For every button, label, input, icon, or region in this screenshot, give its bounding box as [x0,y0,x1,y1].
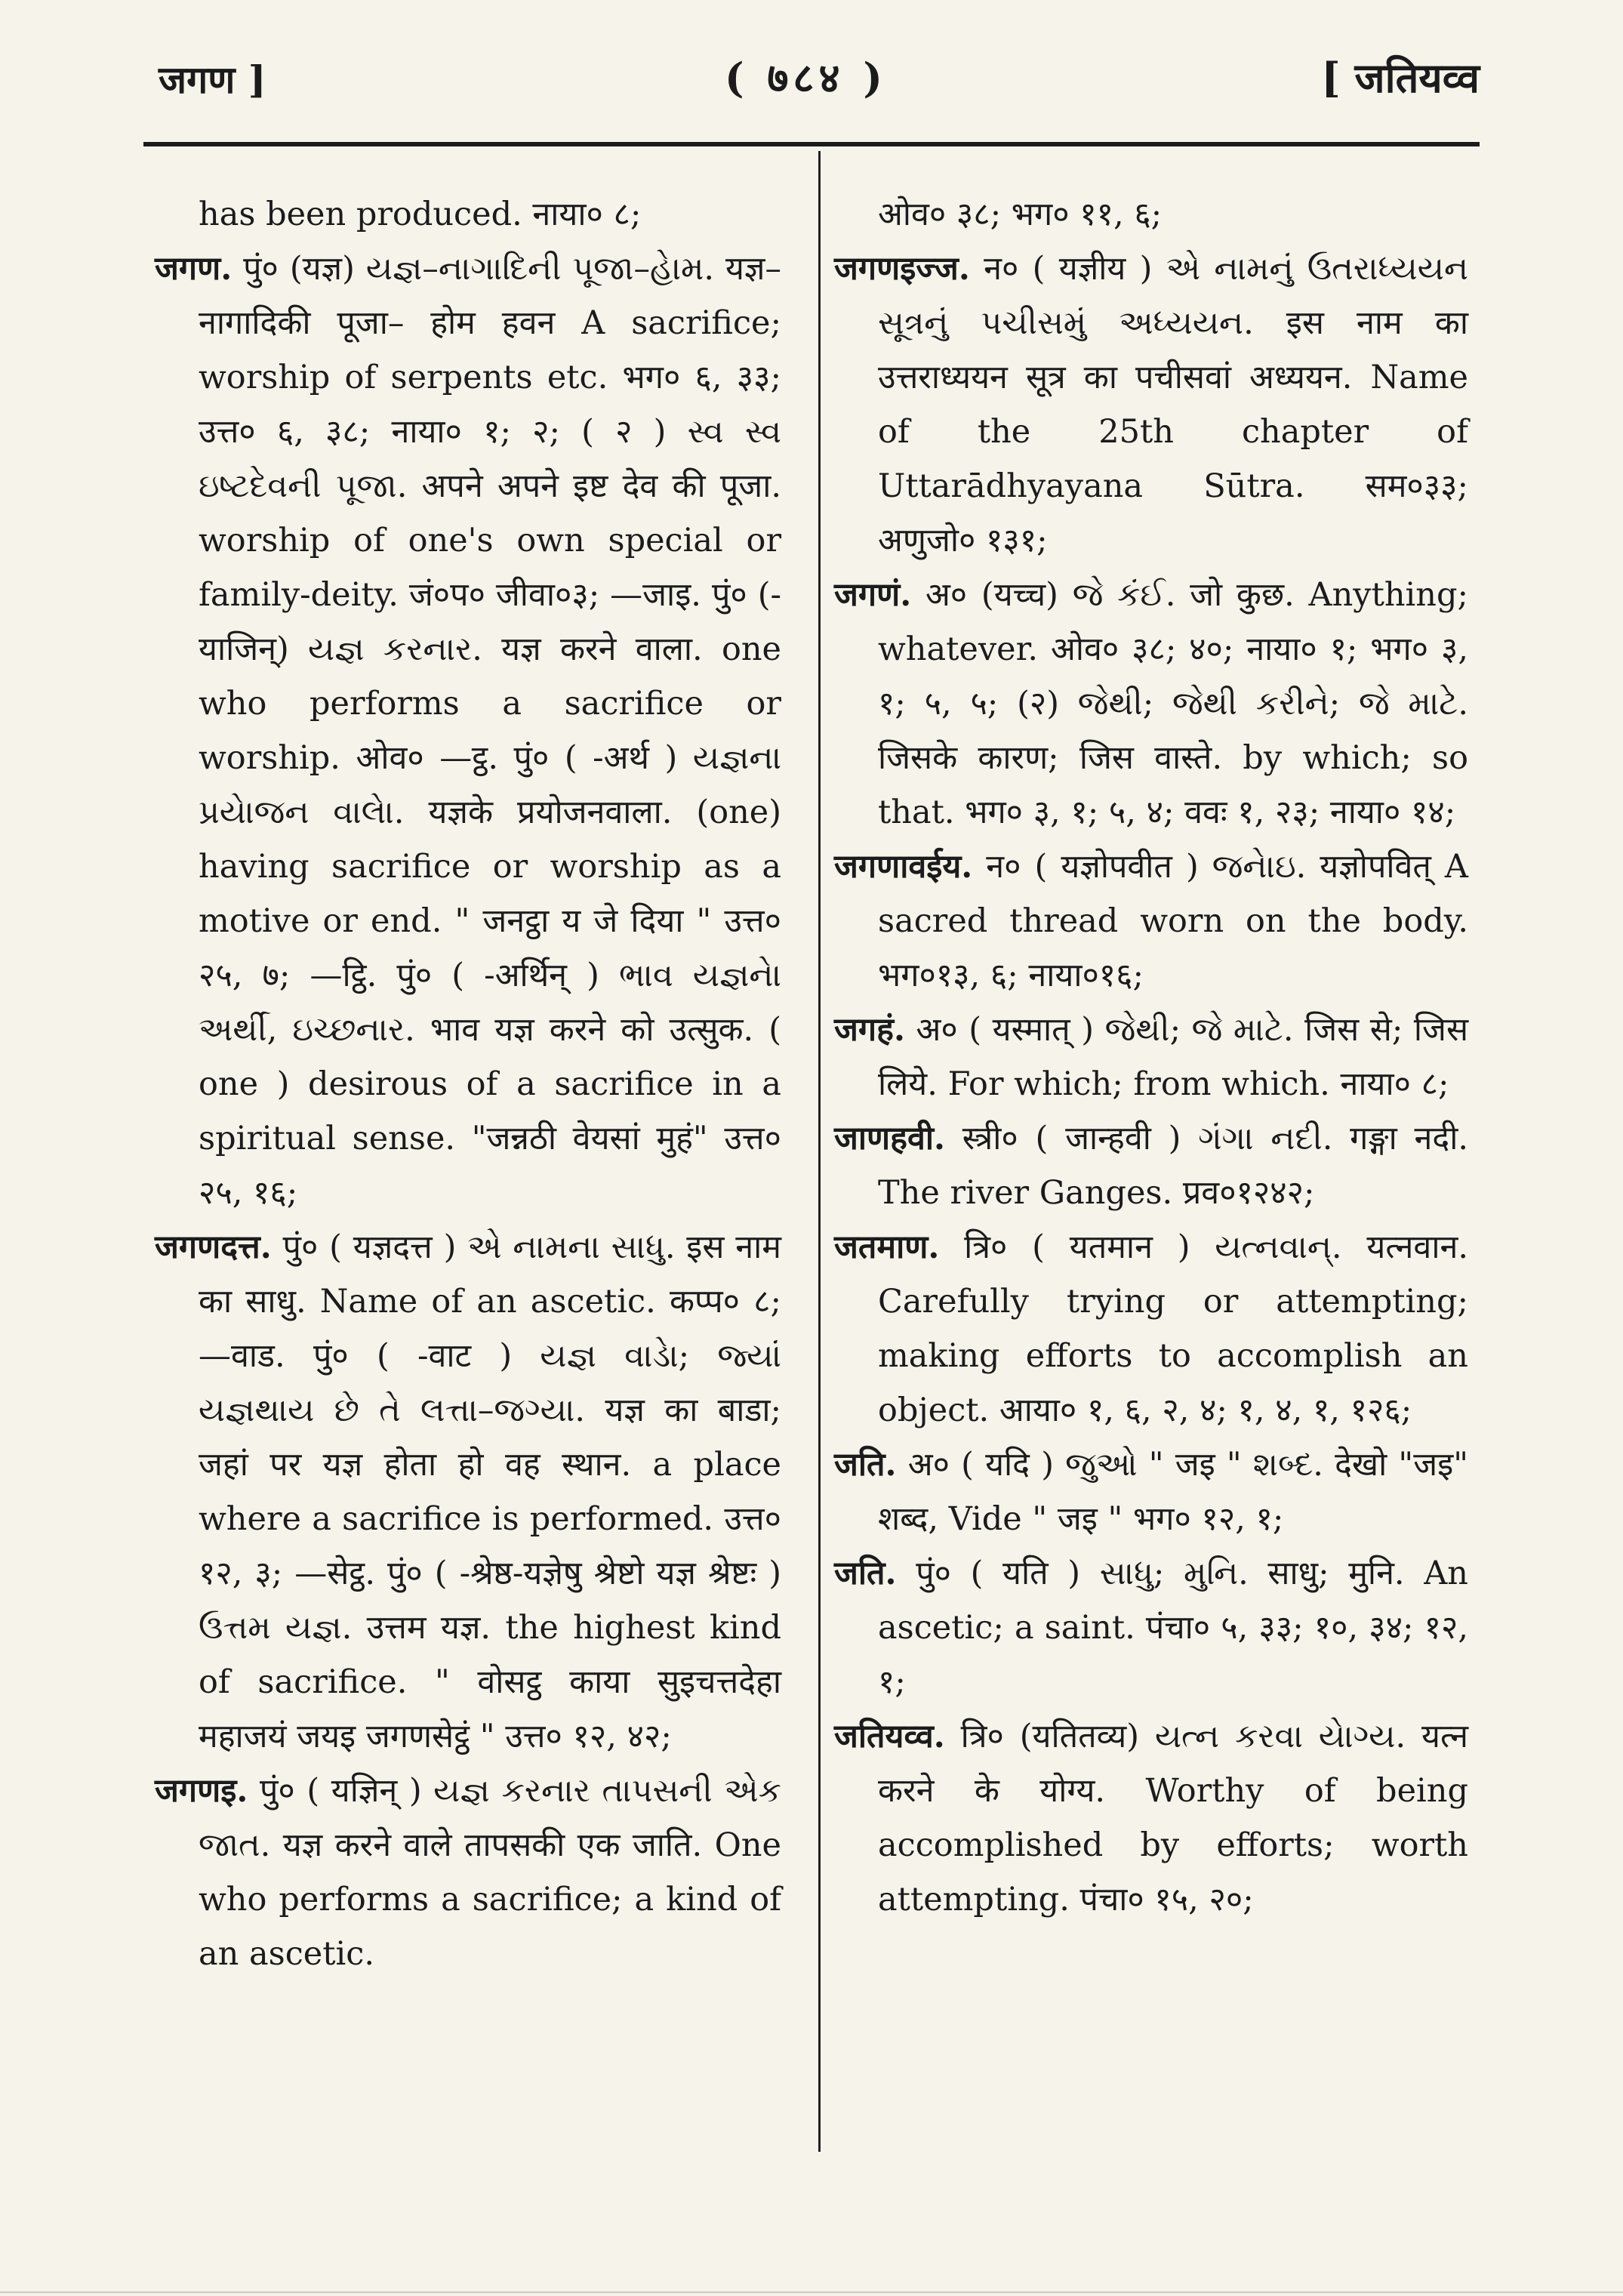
entry-headword: जगहं. [834,1011,905,1049]
entry-headword: जगणं. [834,576,912,614]
page-header [0,0,1623,151]
entry-text: अ० (यच्च) જે કંઈ. जो कुछ. Anything; whatever. ओव० ३८; ४०; नाया० १; भग० ३, १; ५, ५; (२) જેથી; જેથી કરીને; જે માટે. जिसके कारण; जिस वास्ते. by which; so that. भग० ३, १; ५, ४; ववः १, २३; नाया० १४; [878,576,1468,831]
entry-headword: जाणहवी. [834,1120,945,1157]
entry-headword: जति. [834,1446,897,1484]
entry-text: स्त्री० ( जान्हवी ) ગંગા નદી. गङ्गा नदी. The river Ganges. प्रव०१२४२; [878,1120,1469,1212]
entry-text: पुं० ( यति ) સાધુ; મુનિ. साधु; मुनि. An ascetic; a saint. पंचा० ५, ३३; १०, ३४; १२, १; [878,1555,1468,1701]
column-divider [818,151,821,2152]
dictionary-entry [155,1764,781,1981]
dictionary-entry [834,1111,1468,1220]
dictionary-entry [834,1709,1468,1927]
page-number: ( ७८४ ) [725,54,887,102]
entry-text: अ० ( यदि ) જુઓ " जइ " શબ્દ. देखो "जइ" शब्द, Vide " जइ " भग० १२, १; [878,1446,1469,1538]
entry-headword: जगणइज्ज. [834,250,970,288]
dictionary-entry [834,1220,1468,1438]
entry-text: अ० ( यस्मात् ) જેથી; જે માટે. जिस से; जिस लिये. For which; from which. नाया० ८; [878,1011,1469,1103]
entry-text: ओव० ३८; भग० ११, ६; [878,196,1163,233]
entry-continuation [834,187,1468,242]
entry-text: पुं० ( यज्ञदत्त ) એ નામના સાધુ. इस नाम का साधु. Name of an ascetic. कप्प० ८; —वाड. पुं० ( -वाट ) યજ્ઞ વાડેા; જ્યાં યજ્ઞથાય છે તે લત્તા–જગ્યા. यज्ञ का बाडा; जहां पर यज्ञ होता हो वह स्थान. a place where a sacrifice is performed. उत्त० १२, ३; —सेट्ठ. पुं० ( -श्रेष्ठ-यज्ञेषु श्रेष्टो यज्ञ श्रेष्टः ) ઉત્તમ યજ્ઞ. उत्तम यज्ञ. the highest kind of sacrifice. " वोसट्ठ काया सुइचत्तदेहा महाजयं जयइ जगणसेट्ठं " उत्त० १२, ४२; [199,1228,781,1755]
entry-text: त्रि० (यतितव्य) યત્ન કરવા યેાગ્ય. यत्न करने के योग्य. Worthy of being accomplished by efforts; worth attempting. पंचा० १५, २०; [878,1718,1469,1918]
entry-headword: जगणावईय. [834,848,973,886]
entry-text: न० ( यज्ञीय ) એ નામનું ઉતરાધ્યયન સૂત્રનું પચીસમું અધ્યયન. इस नाम का उत्तराध्ययन सूत्र का पचीसवां अध्ययन. Name of the 25th chapter of Uttarādhyayana Sūtra. सम०३३; अणुजो० १३१; [878,250,1468,559]
header-right-guideword: [ जतियव्व [1321,54,1480,102]
entry-continuation [155,187,781,242]
dictionary-entry [155,1220,781,1764]
entry-headword: जतियव्व. [834,1718,945,1755]
page-bottom-edge [0,2291,1623,2293]
dictionary-entry [834,1438,1468,1546]
dictionary-entry [834,568,1468,840]
entry-headword: जतमाण. [834,1228,940,1266]
header-left-guideword: जगण ] [159,57,266,102]
entry-headword: जगणदत्त. [155,1228,272,1266]
header-rule [143,142,1480,146]
entry-text: has been produced. नाया० ८; [199,196,642,233]
entry-text: पुं० (यज्ञ) યજ્ઞ–નાગાદિની પૂજા–હેામ. यज्ञ–नागादिकी पूजा– होम हवन A sacrifice; worship of serpents etc. भग० ६, ३३; उत्त० ६, ३८; नाया० १; २; ( २ ) સ્વ સ્વ ઇષ્ટદેવની પૂજા. अपने अपने इष्ट देव की पूजा. worship of one's own special or family-deity. जं०प० जीवा०३; —जाइ. पुं० (-याजिन्) યજ્ઞ કરનાર. यज्ञ करने वाला. one who performs a sacrifice or worship. ओव० —ट्ठ. पुं० ( -अर्थ ) યજ્ઞના પ્રયેાજન વાલેા. यज्ञके प्रयोजनवाला. (one) having sacrifice or worship as a motive or end. " जनट्ठा य जे दिया " उत्त० २५, ७; —ट्ठि. पुं० ( -अर्थिन् ) ભાવ યજ્ઞનેા અર્થી, ઇચ્છનાર. भाव यज्ञ करने को उत्सुक. ( one ) desirous of a sacrifice in a spiritual sense. "जन्नठी वेयसां मुहं" उत्त० २५, १६; [199,250,781,1212]
left-column [155,187,781,1981]
entry-headword: जगणइ. [155,1772,248,1810]
dictionary-entry [834,242,1468,568]
right-column [834,187,1468,1927]
entry-headword: जति. [834,1555,897,1592]
entry-text: त्रि० ( यतमान ) યત્નવાન્. यत्नवान. Carefully trying or attempting; making efforts to accomplish an object. आया० १, ६, २, ४; १, ४, १, १२६; [878,1228,1468,1429]
dictionary-entry [834,840,1468,1003]
dictionary-entry [155,242,781,1220]
entry-text: पुं० ( यज्ञिन् ) યજ્ઞ કરનાર તાપસની એક જાત. यज्ञ करने वाले तापसकी एक जाति. One who performs a sacrifice; a kind of an ascetic. [199,1772,782,1973]
dictionary-entry [834,1003,1468,1111]
entry-headword: जगण. [155,250,233,288]
entry-text: न० ( यज्ञोपवीत ) જનેાઇ. यज्ञोपवित् A sacred thread worn on the body. भग०१३, ६; नाया०१६; [878,848,1468,994]
dictionary-entry [834,1546,1468,1709]
